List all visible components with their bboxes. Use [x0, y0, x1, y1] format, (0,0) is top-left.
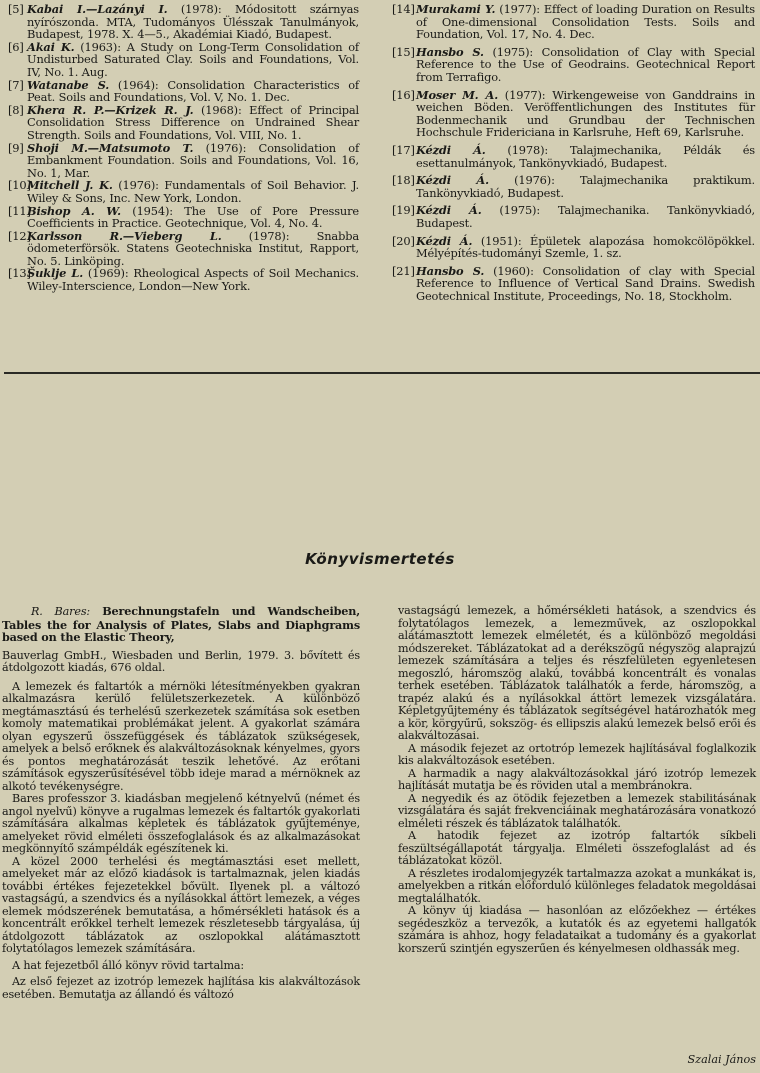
- reference-authors: Bishop A. W.: [27, 203, 121, 218]
- reference-item: [4, 230, 359, 268]
- book-title: Berechnungstafeln und Wandscheiben, Tables the for Analysis of Plates, Slabs and Diaphgrams based on the Elastic Theory,: [2, 604, 360, 644]
- reference-item: [389, 204, 755, 229]
- reference-text: (1978): Snabba ödometerförsök. Statens Geotechniska Institut, Rapport, No. 5. Linköping.: [27, 228, 359, 268]
- reference-authors: Murakami Y.: [416, 2, 496, 16]
- reference-authors: Kézdi Á.: [416, 173, 489, 188]
- reference-item: [389, 174, 755, 199]
- reference-number: [14]: [392, 2, 415, 16]
- review-paragraph: vastagságú lemezek, a hőmérsékleti hatások, a szendvics és folytatólagos lemezek, a lemezművek, az oszlopokkal alátámasztott lemezek elméletét, és a különböző megoldási módszereket. Táblázatokat ad a derékszögű négyszög alaprajzú lemezek számítására a teljes és részfelületen egyenletesen megoszló, háromszög alakú, továbbá koncentrált és vonalas terhek esetében. Táblázatok találhatók a ferde, háromszög, a trapéz alakú és a nyílásokkal áttört lemezek vizsgálatára. Képletgyűjtemény és táblázatok segítségével határozhatók meg a kör, körgyűrű, sokszög- és ellipszis alakú lemezek belső erői és alakváltozásai.: [398, 604, 756, 742]
- reference-item: [4, 3, 359, 41]
- reference-authors: Shoji M.—Matsumoto T.: [27, 140, 194, 155]
- review-signature: Szalai János: [687, 1053, 756, 1066]
- reference-authors: Kézdi Á.: [416, 142, 486, 157]
- reference-number: [19]: [392, 203, 415, 218]
- review-paragraph: A részletes irodalomjegyzék tartalmazza azokat a munkákat is, amelyekben a ritkán előforduló különleges feladatok megoldásai megtalálhatók.: [398, 866, 756, 905]
- review-paragraph: A hatodik fejezet az izotróp faltartók síkbeli feszültségállapotát tárgyalja. Elméleti összefoglalást ad és táblázatokat közöl.: [398, 829, 756, 867]
- review-paragraph: A lemezek és faltartók a mérnöki létesítményekben gyakran alkalmazásra kerülő felületszerkezetek. A különböző megtámasztású és terhelésű szerkezetek számítása sok esetben komoly matematikai problémákat jelent. A gyakorlat számára olyan egyszerű összefüggések és táblázatok szükségesek, amelyek a belső erőknek és alakváltozásoknak kényelmes, gyors és pontos meghatározását teszik lehetővé. Az erőtani számítások egyszerűsítésével több ideje marad a mérnöknek az alkotó tevékenységre.: [2, 679, 360, 793]
- reference-text: (1954): The Use of Pore Pressure Coefficients in Practice. Geotechnique, Vol. 4, No. 4.: [27, 203, 359, 231]
- reference-item: [389, 235, 755, 260]
- reference-item: [4, 205, 359, 230]
- reference-item: [4, 142, 359, 180]
- reference-text: (1969): Rheological Aspects of Soil Mechanics. Wiley-Interscience, London—New York.: [27, 266, 360, 294]
- reference-number: [10]: [8, 178, 31, 193]
- review-paragraph: Az első fejezet az izotróp lemezek hajlítása kis alakváltozások esetében. Bemutatja az állandó és változó: [2, 975, 360, 1001]
- reference-authors: Kézdi Á.: [416, 233, 473, 248]
- reference-text: (1975): Talajmechanika. Tankönyvkiadó, Budapest.: [416, 203, 755, 230]
- reference-authors: Hansbo S.: [416, 263, 485, 278]
- reference-authors: Moser M. A.: [416, 87, 499, 102]
- reference-authors: Kabai I.—Lazányi I.: [27, 2, 168, 16]
- reference-number: [20]: [392, 233, 415, 248]
- review-paragraph: A negyedik és az ötödik fejezetben a lemezek stabilitásának vizsgálatára és saját frekvenciáinak meghatározására vonatkozó elméleti részek és táblázatok találhatók.: [398, 791, 756, 830]
- reference-number: [7]: [8, 77, 24, 92]
- review-paragraph: A második fejezet az ortotróp lemezek hajlításával foglalkozik kis alakváltozások esetében.: [398, 741, 756, 767]
- reference-text: (1977): Wirkengeweise von Ganddrains in weichen Böden. Veröffentlichungen des Institutes für Bodenmechanik und Grundbau der Technischen Hochschule Fridericiana in Karlsruhe, Heft 69, Karlsruhe.: [416, 87, 756, 140]
- review-left-column: [2, 605, 360, 1001]
- reference-item: [389, 89, 755, 139]
- reference-authors: Mitchell J. K.: [27, 178, 113, 193]
- reference-number: [15]: [392, 44, 415, 59]
- reference-item: [389, 46, 755, 84]
- reference-item: [389, 265, 755, 303]
- reference-text: (1976): Consolidation of Embankment Foundation. Soils and Foundations, Vol. 16, No. 1, Mar.: [27, 140, 360, 180]
- reference-authors: Hansbo S.: [416, 44, 484, 59]
- book-heading: [2, 605, 360, 644]
- reference-text: (1951): Épületek alapozása homokcölöpökkel. Mélyépítés-tudományi Szemle, 1. sz.: [416, 233, 755, 261]
- review-paragraph: A könyv új kiadása — hasonlóan az előzőekhez — értékes segédeszköz a tervezők, a kutatók és az egyetemi hallgatók számára is ahhoz, hogy feladataikat a tudomány és a gyakorlat korszerű szintjén egyszerűen és kényelmesen oldhassák meg.: [398, 904, 756, 955]
- reference-text: (1978): Talajmechanika, Példák és esettanulmányok, Tankönyvkiadó, Budapest.: [416, 142, 755, 170]
- reference-item: [4, 41, 359, 79]
- reference-authors: Šuklje L.: [27, 266, 84, 281]
- review-right-column: [398, 605, 756, 955]
- reference-number: [17]: [392, 142, 415, 157]
- reference-number: [18]: [392, 173, 415, 188]
- reference-authors: Akai K.: [27, 39, 75, 54]
- reference-item: [389, 144, 755, 169]
- reference-number: [12]: [8, 228, 31, 243]
- references-right-column: [389, 3, 755, 307]
- references-left-column: [4, 3, 359, 293]
- reference-item: [4, 179, 359, 204]
- reference-item: [389, 3, 755, 41]
- reference-text: (1963): A Study on Long-Term Consolidation of Undisturbed Saturated Clay. Soils and Foundations, Vol. IV, No. 1. Aug.: [27, 39, 359, 79]
- reference-number: [8]: [8, 102, 24, 117]
- reference-number: [6]: [8, 39, 24, 54]
- reference-number: [13]: [8, 266, 31, 281]
- reference-number: [5]: [8, 2, 24, 16]
- reference-text: (1960): Consolidation of clay with Special Reference to Influence of Vertical Sand Drains. Swedish Geotechnical Institute, Proceedings, No. 18, Stockholm.: [416, 263, 755, 303]
- section-divider: [4, 372, 760, 374]
- reference-item: [4, 267, 359, 292]
- reference-authors: Karlsson R.—Vieberg L.: [27, 228, 222, 243]
- reference-authors: Khera R. P.—Krizek R. J.: [27, 102, 194, 117]
- review-paragraph: A közel 2000 terhelési és megtámasztási eset mellett, amelyeket már az előző kiadások is tartalmaznak, jelen kiadás további értékes fejezetekkel bővült. Ilyenek pl. a változó vastagságú, a szendvics és a nyílásokkal áttört lemezek, a véges elemek módszerének bemutatása, a hőmérsékleti hatások és a koncentrált erőkkel terhelt lemezek részletesebb tárgyalása, új átdolgozott táblázatok az oszlopokkal alátámasztott folytatólagos lemezek számítására.: [2, 854, 360, 955]
- reference-text: (1975): Consolidation of Clay with Special Reference to the Use of Geodrains. Geotechnical Report from Terrafigo.: [416, 44, 755, 84]
- reference-authors: Watanabe S.: [27, 77, 110, 92]
- reference-text: (1976): Talajmechanika praktikum. Tankönyvkiadó, Budapest.: [416, 173, 755, 200]
- publication-info: Bauverlag GmbH., Wiesbaden und Berlin, 1979. 3. bővített és átdolgozott kiadás, 676 oldal.: [2, 648, 360, 674]
- book-author: R. Bares:: [31, 605, 91, 618]
- reference-item: [4, 79, 359, 104]
- reference-item: [4, 104, 359, 142]
- reference-text: (1977): Effect of loading Duration on Results of One-dimensional Consolidation Tests. Soils and Foundation, Vol. 17, No. 4. Dec.: [416, 2, 755, 42]
- review-paragraph: A harmadik a nagy alakváltozásokkal járó izotróp lemezek hajlítását mutatja be és röviden utal a membránokra.: [398, 766, 756, 792]
- review-paragraph: A hat fejezetből álló könyv rövid tartalma:: [12, 958, 245, 972]
- reference-number: [21]: [392, 263, 415, 278]
- reference-number: [11]: [8, 203, 31, 218]
- reference-text: (1968): Effect of Principal Consolidation Stress Difference on Undrained Shear Strength. Soils and Foundations, Vol. VIII, No. 1.: [27, 102, 359, 142]
- review-paragraph: Bares professzor 3. kiadásban megjelenő kétnyelvű (német és angol nyelvű) könyve a rugalmas lemezek és faltartók gyakorlati számítására alkalmas képletek és táblázatok gyűjteménye, amelyeket rövid elméleti összefoglalások és az alkalmazásokat megkönnyítő számpéldák egészítenek ki.: [2, 792, 360, 855]
- reference-text: (1978): Módositott szárnyas nyírószonda. MTA, Tudományos Ülésszak Tanulmányok, Budapest, 1978. X. 4—5., Akadémiai Kiadó, Budapest.: [27, 2, 359, 42]
- section-title: Könyvismertetés: [305, 550, 455, 568]
- reference-number: [16]: [392, 87, 415, 102]
- reference-text: (1964): Consolidation Characteristics of Peat. Soils and Foundations, Vol. V, No. 1. Dec.: [27, 77, 359, 105]
- reference-text: (1976): Fundamentals of Soil Behavior. J. Wiley & Sons, Inc. New York, London.: [27, 178, 360, 205]
- reference-number: [9]: [8, 140, 24, 155]
- reference-authors: Kézdi Á.: [416, 203, 482, 218]
